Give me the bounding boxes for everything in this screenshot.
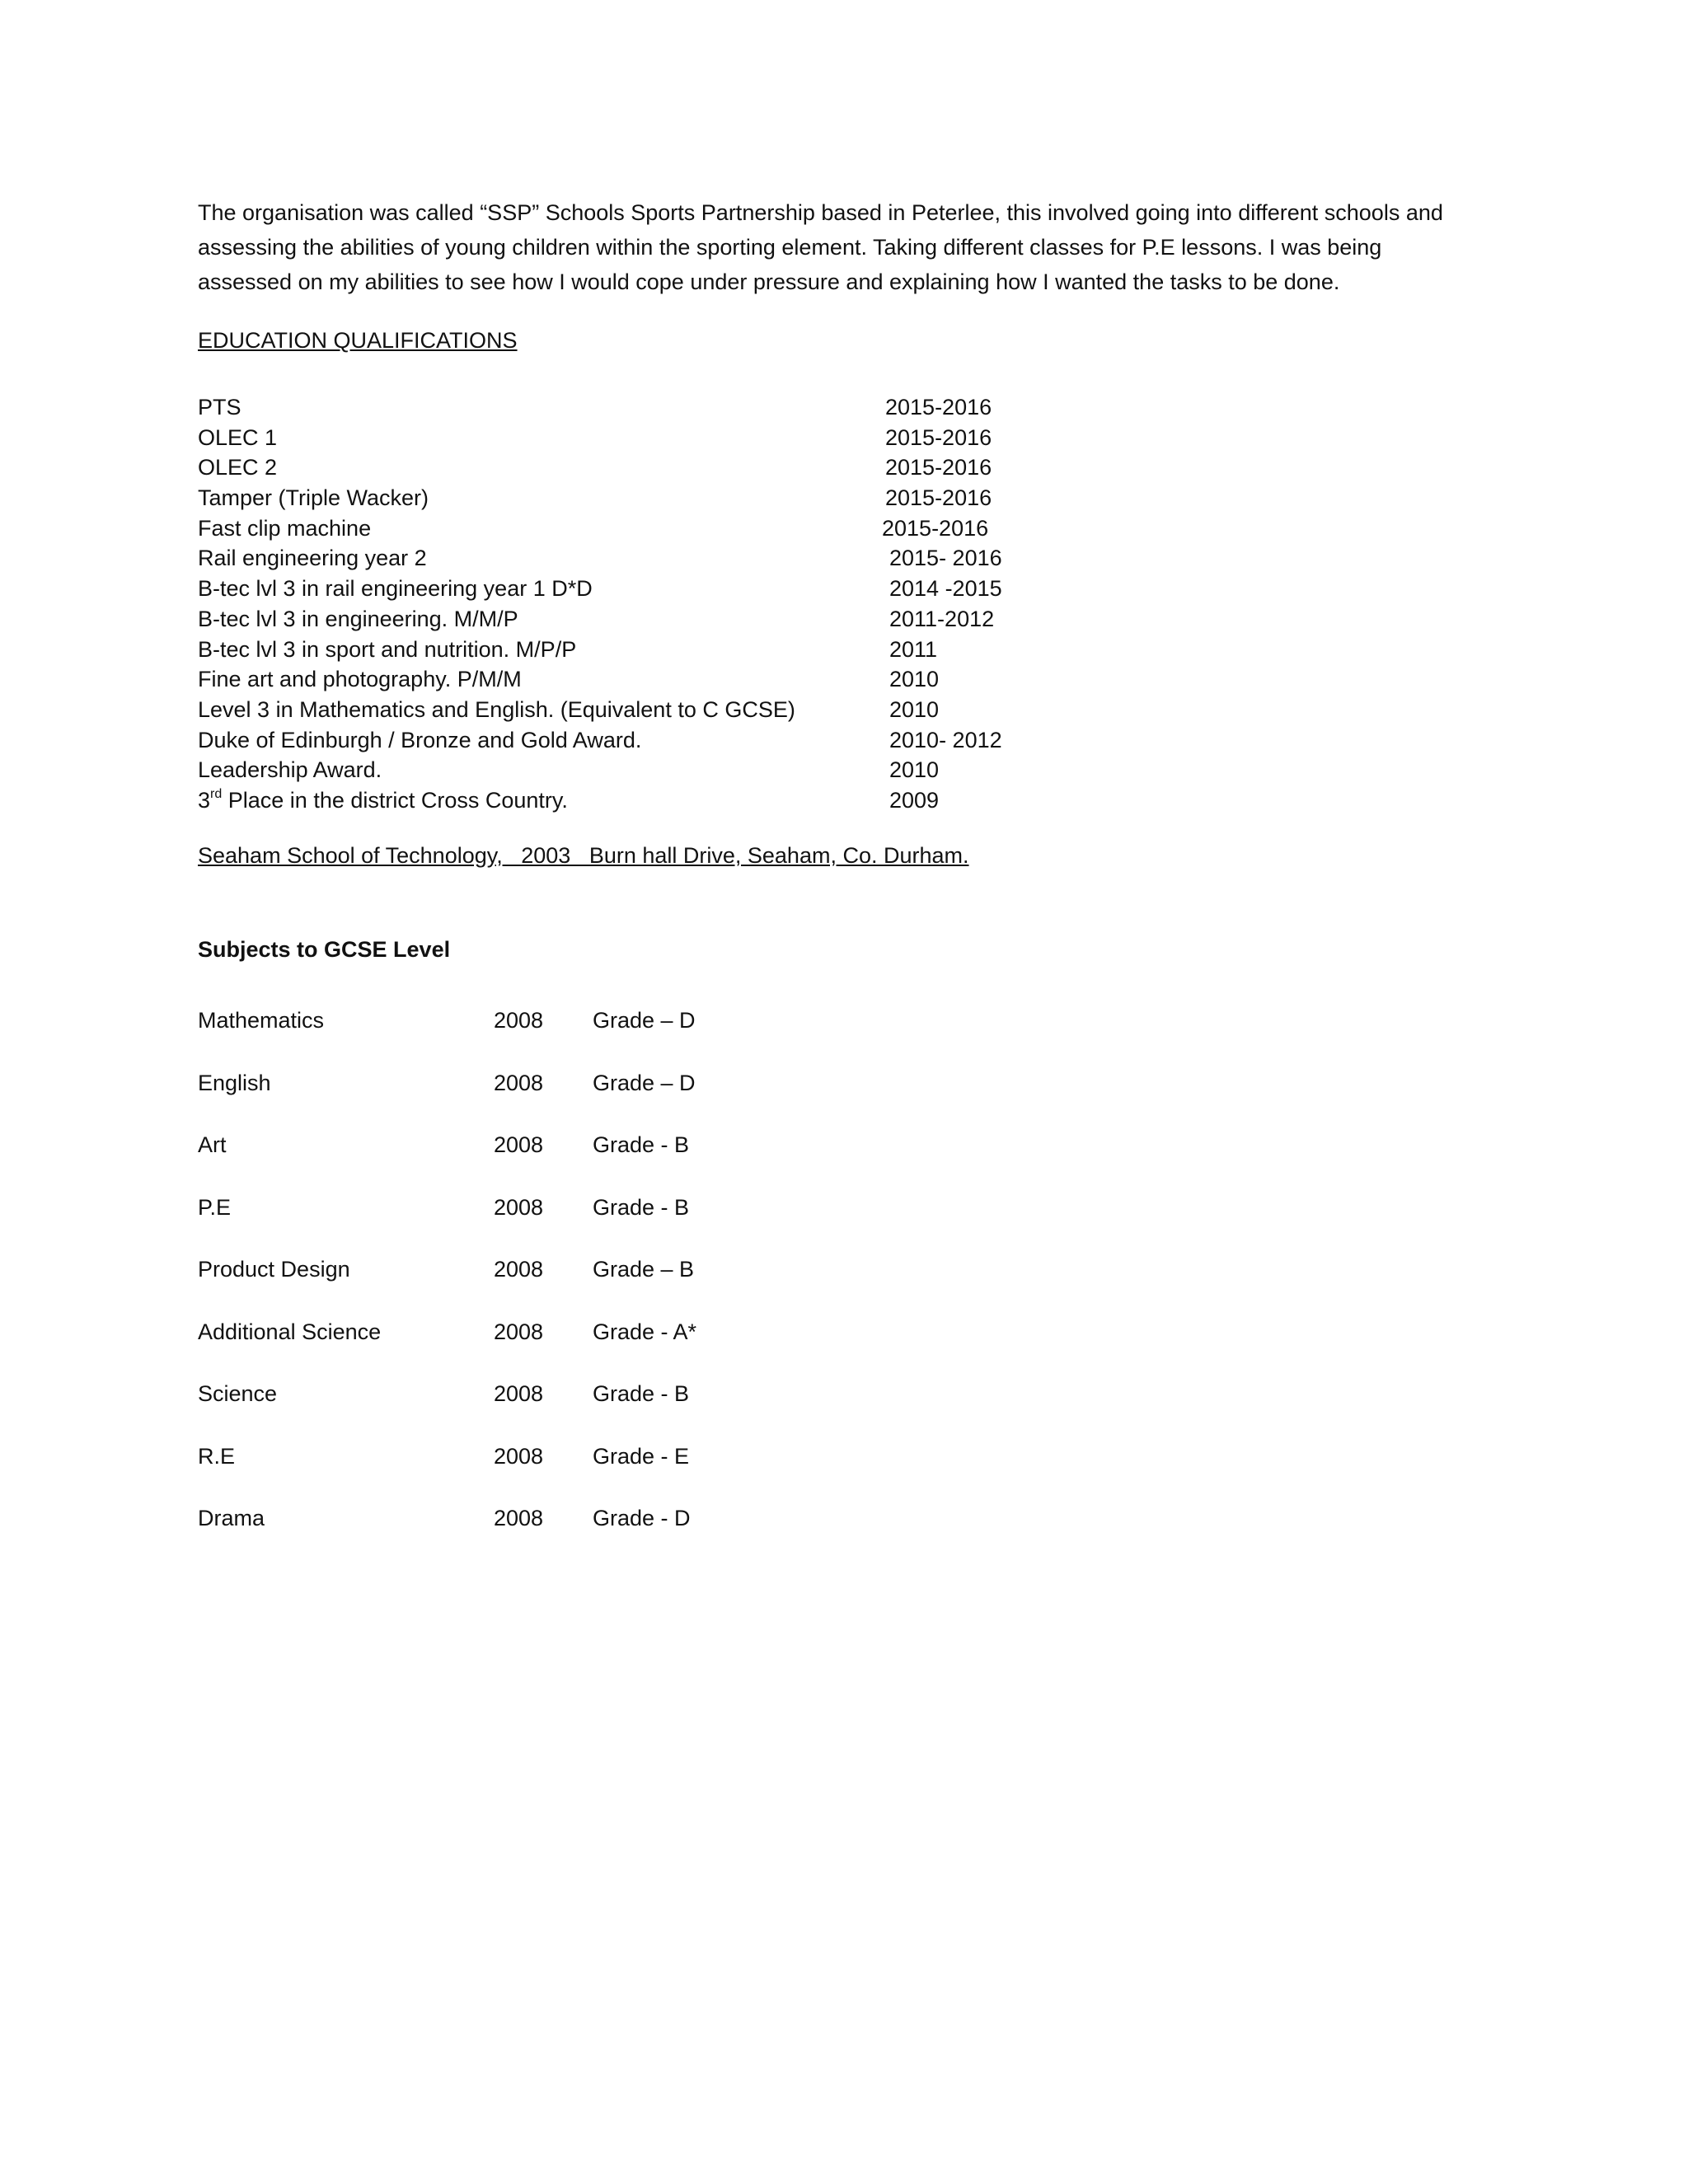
ordinal-suffix: rd <box>210 786 223 801</box>
qualification-year: 2011 <box>889 636 938 662</box>
gcse-year: 2008 <box>494 1194 544 1220</box>
intro-line: assessing the abilities of young children within the sporting element. Taking different classes for P.E lessons. I was being <box>198 235 1382 260</box>
gcse-grade: Grade - A* <box>593 1319 697 1344</box>
gcse-year: 2008 <box>494 1070 544 1095</box>
qualification-name <box>198 785 568 815</box>
qualification-row <box>198 635 1104 665</box>
gcse-grade: Grade – B <box>593 1257 695 1282</box>
gcse-row <box>198 1441 775 1504</box>
gcse-grade: Grade – D <box>593 1070 696 1095</box>
gcse-title: Subjects to GCSE Level <box>198 937 451 962</box>
qualification-year: 2015-2016 <box>885 395 992 419</box>
gcse-year: 2008 <box>494 1381 544 1406</box>
gcse-subject: R.E <box>198 1443 236 1469</box>
gcse-grade: Grade - B <box>593 1194 690 1220</box>
qualification-row <box>198 452 1104 483</box>
gcse-subject: Art <box>198 1132 227 1157</box>
gcse-row <box>198 1503 775 1566</box>
gcse-subject: Science <box>198 1381 278 1406</box>
qualification-year: 2015-2016 <box>885 424 992 450</box>
qualification-name: Level 3 in Mathematics and English. (Equivalent to C GCSE) <box>198 696 795 722</box>
gcse-grade: Grade - D <box>593 1506 691 1530</box>
qualification-row <box>198 695 1104 725</box>
qualification-row <box>198 725 1104 756</box>
gcse-grade: Grade - E <box>593 1443 690 1469</box>
gcse-row <box>198 1379 775 1441</box>
qualification-row <box>198 664 1104 695</box>
gcse-year: 2008 <box>494 1443 544 1469</box>
qualification-year: 2009 <box>889 787 940 813</box>
qualification-year: 2011-2012 <box>889 606 995 631</box>
gcse-row <box>198 1193 775 1255</box>
qualification-row <box>198 604 1104 635</box>
qualification-name: B-tec lvl 3 in rail engineering year 1 D*D <box>198 576 593 602</box>
gcse-year: 2008 <box>494 1132 544 1157</box>
gcse-year: 2008 <box>494 1008 544 1033</box>
qualification-row <box>198 392 1104 423</box>
qualification-row <box>198 785 1104 816</box>
gcse-subject: Additional Science <box>198 1319 382 1344</box>
qualification-row <box>198 543 1104 574</box>
qualification-year: 2010 <box>889 757 940 783</box>
qualification-row <box>198 513 1104 544</box>
qualification-year: 2015-2016 <box>885 455 992 480</box>
gcse-row <box>198 1005 775 1068</box>
qualification-year: 2010 <box>889 667 940 692</box>
gcse-year: 2008 <box>494 1319 544 1344</box>
gcse-subject: Drama <box>198 1506 265 1530</box>
gcse-row <box>198 1254 775 1317</box>
qualification-year: 2010 <box>889 696 940 722</box>
gcse-year: 2008 <box>494 1506 544 1530</box>
qualification-name: PTS <box>198 395 241 419</box>
qualification-year: 2015- 2016 <box>889 546 1002 571</box>
qualification-name: B-tec lvl 3 in engineering. M/M/P <box>198 606 518 631</box>
school-address: Seaham School of Technology, 2003 Burn hall Drive, Seaham, Co. Durham. <box>198 843 969 868</box>
qualification-name: Leadership Award. <box>198 757 382 783</box>
qualification-name: Fast clip machine <box>198 515 372 541</box>
intro-line: assessed on my abilities to see how I would cope under pressure and explaining how I wanted the tasks to be done. <box>198 269 1340 294</box>
qualification-row <box>198 483 1104 513</box>
gcse-table <box>198 1005 775 1566</box>
gcse-grade: Grade – D <box>593 1008 696 1033</box>
qualification-name: Tamper (Triple Wacker) <box>198 485 429 511</box>
qualification-row <box>198 755 1104 785</box>
education-heading: EDUCATION QUALIFICATIONS <box>198 328 518 353</box>
qualification-year: 2015-2016 <box>882 515 989 541</box>
gcse-year: 2008 <box>494 1257 544 1282</box>
qualification-name: OLEC 2 <box>198 455 278 480</box>
qualification-name: OLEC 1 <box>198 424 278 450</box>
qualifications-list <box>198 392 1104 816</box>
qualification-name-text: Place in the district Cross Country. <box>222 787 568 813</box>
qualification-name: Fine art and photography. P/M/M <box>198 667 522 692</box>
gcse-row <box>198 1130 775 1193</box>
gcse-row <box>198 1068 775 1131</box>
qualification-row <box>198 423 1104 453</box>
gcse-subject: P.E <box>198 1194 232 1220</box>
gcse-subject: Mathematics <box>198 1008 325 1033</box>
intro-line: The organisation was called “SSP” Schools Sports Partnership based in Peterlee, this involved going into different schools and <box>198 200 1443 225</box>
gcse-grade: Grade - B <box>593 1132 690 1157</box>
gcse-row <box>198 1317 775 1380</box>
qualification-name: Duke of Edinburgh / Bronze and Gold Award. <box>198 727 642 752</box>
ordinal-number: 3 <box>198 787 211 813</box>
gcse-subject: Product Design <box>198 1257 350 1282</box>
qualification-year: 2014 -2015 <box>889 576 1002 602</box>
qualification-year: 2010- 2012 <box>889 727 1002 752</box>
gcse-grade: Grade - B <box>593 1381 690 1406</box>
qualification-row <box>198 574 1104 604</box>
qualification-name: B-tec lvl 3 in sport and nutrition. M/P/P <box>198 636 577 662</box>
gcse-subject: English <box>198 1070 271 1095</box>
qualification-year: 2015-2016 <box>885 485 992 511</box>
intro-paragraph <box>198 195 1517 299</box>
qualification-name: Rail engineering year 2 <box>198 546 427 571</box>
